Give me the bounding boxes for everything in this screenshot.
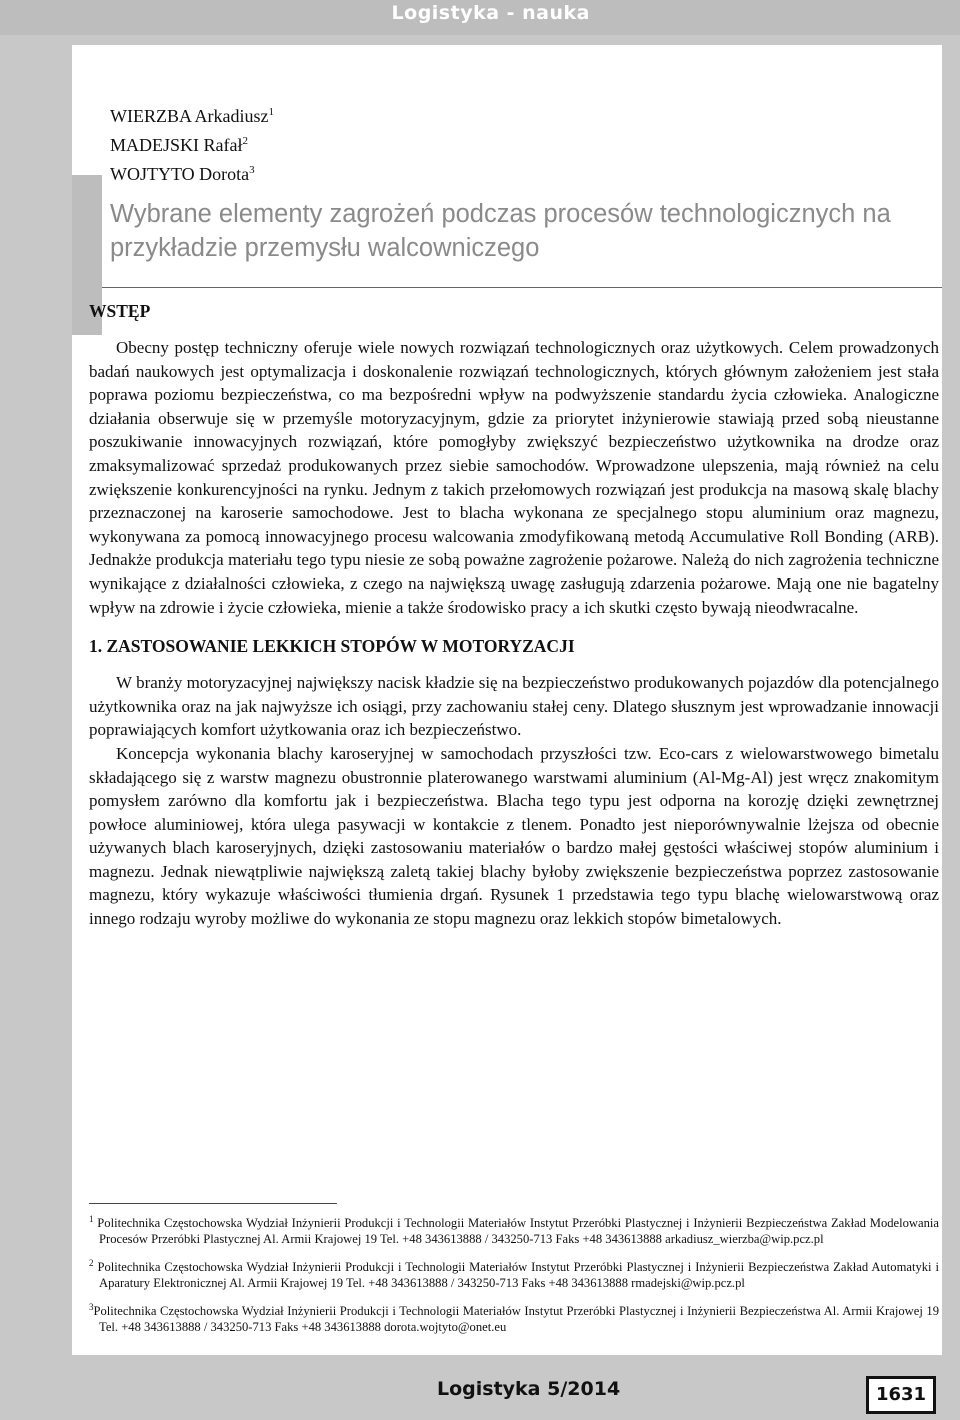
footnote: $^1$ Politechnika Częstochowska Wydział Inżynierii Produkcji i Technologii Materiałów Instytut Przeróbki Plastycznej i Inżynierii Bezpieczeństwa Zakład Modelowania Procesów Przeróbki Plastycznej Al. Armii Krajowej 19 Tel. +48 343613888 / 343250-713 Faks +48 343613888 arkadiusz_wierzba@wip.pcz.pl bbox=[89, 1214, 939, 1246]
journal-header: Logistyka - nauka bbox=[391, 2, 590, 24]
section-heading: 1. ZASTOSOWANIE LEKKICH STOPÓW W MOTORYZACJI bbox=[89, 636, 575, 657]
author: WIERZBA Arkadiusz$^1$ bbox=[110, 106, 274, 126]
footnotes bbox=[89, 1203, 939, 1343]
title-divider bbox=[102, 287, 942, 288]
paragraph: Obecny postęp techniczny oferuje wiele nowych rozwiązań technologicznych oraz użytkowych. Celem prowadzonych badań naukowych jest optymalizacja i doskonalenie rozwiązań technologicznych, których głównym założeniem jest stała poprawa poziomu bezpieczeństwa, co ma bezpośredni wpływ na podwyższenie standardu życia człowieka. Analogiczne działania obserwuje się w przemyśle motoryzacyjnym, gdzie za priorytet inżynierowie stawiają przed sobą nieustanne poszukiwanie innowacyjnych rozwiązań, które pomogłyby zwiększyć bezpieczeństwo użytkownika na drodze oraz zmaksymalizować sprzedaż produkowanych przez siebie samochodów. Wprowadzone ulepszenia, mają również na celu zwiększenie konkurencyjności na rynku. Jednym z takich przełomowych rozwiązań jest produkcja na masową skalę blachy przeznaczonej na karoserie samochodowe. Jest to blacha wykonana ze specjalnego stopu aluminium oraz magnezu, wykonywana za pomocą innowacyjnego procesu walcowania zmodyfikowaną metodą Accumulative Roll Bonding (ARB). Jednakże produkcja materiału tego typu niesie ze sobą poważne zagrożenie pożarowe. Należą do nich zagrożenia techniczne wynikające z działalności człowieka, z czego na największą uwagę zasługują zdarzenia pożarowe. Mają one nie bagatelny wpływ na zdrowie i życie człowieka, mienie a także środowisko pracy a ich skutki często bywają nieodwracalne. bbox=[89, 338, 939, 617]
paragraph: W branży motoryzacyjnej największy nacisk kładzie się na bezpieczeństwo produkowanych pojazdów dla potencjalnego użytkownika oraz na jak najwyższe ich osiągi, przy zachowaniu stałej ceny. Dlatego słusznym jest wprowadzanie innowacji poprawiających komfort użytkowania oraz ich bezpieczeństwo. bbox=[89, 673, 939, 740]
article-body bbox=[89, 301, 939, 931]
footer-journal: Logistyka 5/2014 bbox=[437, 1378, 621, 1400]
footnote-divider bbox=[89, 1203, 337, 1204]
article-title: Wybrane elementy zagrożeń podczas procesów technologicznych na przykładzie przemysłu walcowniczego bbox=[110, 200, 891, 262]
section-heading: WSTĘP bbox=[89, 301, 151, 321]
footnote: $^2$ Politechnika Częstochowska Wydział Inżynierii Produkcji i Technologii Materiałów Instytut Przeróbki Plastycznej i Inżynierii Bezpieczeństwa Zakład Automatyki i Aparatury Elektronicznej Al. Armii Krajowej 19 Tel. +48 343613888 / 343250-713 Faks +48 343613888 rmadejski@wip.pcz.pl bbox=[89, 1257, 939, 1290]
author: WOJTYTO Dorota$^3$ bbox=[110, 164, 255, 184]
footnote: $^3$Politechnika Częstochowska Wydział Inżynierii Produkcji i Technologii Materiałów Instytut Przeróbki Plastycznej i Inżynierii Bezpieczeństwa Al. Armii Krajowej 19 Tel. +48 343613888 / 343250-713 Faks +48 343613888 dorota.wojtyto@onet.eu bbox=[89, 1301, 939, 1334]
author: MADEJSKI Rafał$^2$ bbox=[110, 135, 248, 155]
paragraph: Koncepcja wykonania blachy karoseryjnej w samochodach przyszłości tzw. Eco-cars z wielowarstwowego bimetalu składającego się z warstw magnezu obustronnie platerowanego warstwami aluminium (Al-Mg-Al) jest wręcz znakomitym pomysłem zarówno dla komfortu jak i bezpieczeństwa. Blacha tego typu jest odporna na korozję dzięki zewnętrznej powłoce aluminiowej, która ulega pasywacji w kontakcie z tlenem. Ponadto jest nieporównywalnie lżejsza od obecnie używanych blach karoseryjnych, dzięki zastosowaniu materiałów o bardzo małej gęstości właściwej stopów aluminium i magnezu. Jednak niewątpliwie największą zaletą takiej blachy byłoby zwiększenie bezpieczeństwa poprzez zastosowanie magnezu, który wykazuje właściwości tłumienia drgań. Rysunek 1 przedstawia tego typu blachę wielowarstwową oraz innego rodzaju wyroby możliwe do wykonania ze stopu magnezu oraz lekkich stopów bimetalowych. bbox=[89, 743, 939, 929]
author-list bbox=[110, 100, 274, 187]
page-number: 1631 bbox=[866, 1376, 936, 1414]
page bbox=[72, 45, 942, 1355]
